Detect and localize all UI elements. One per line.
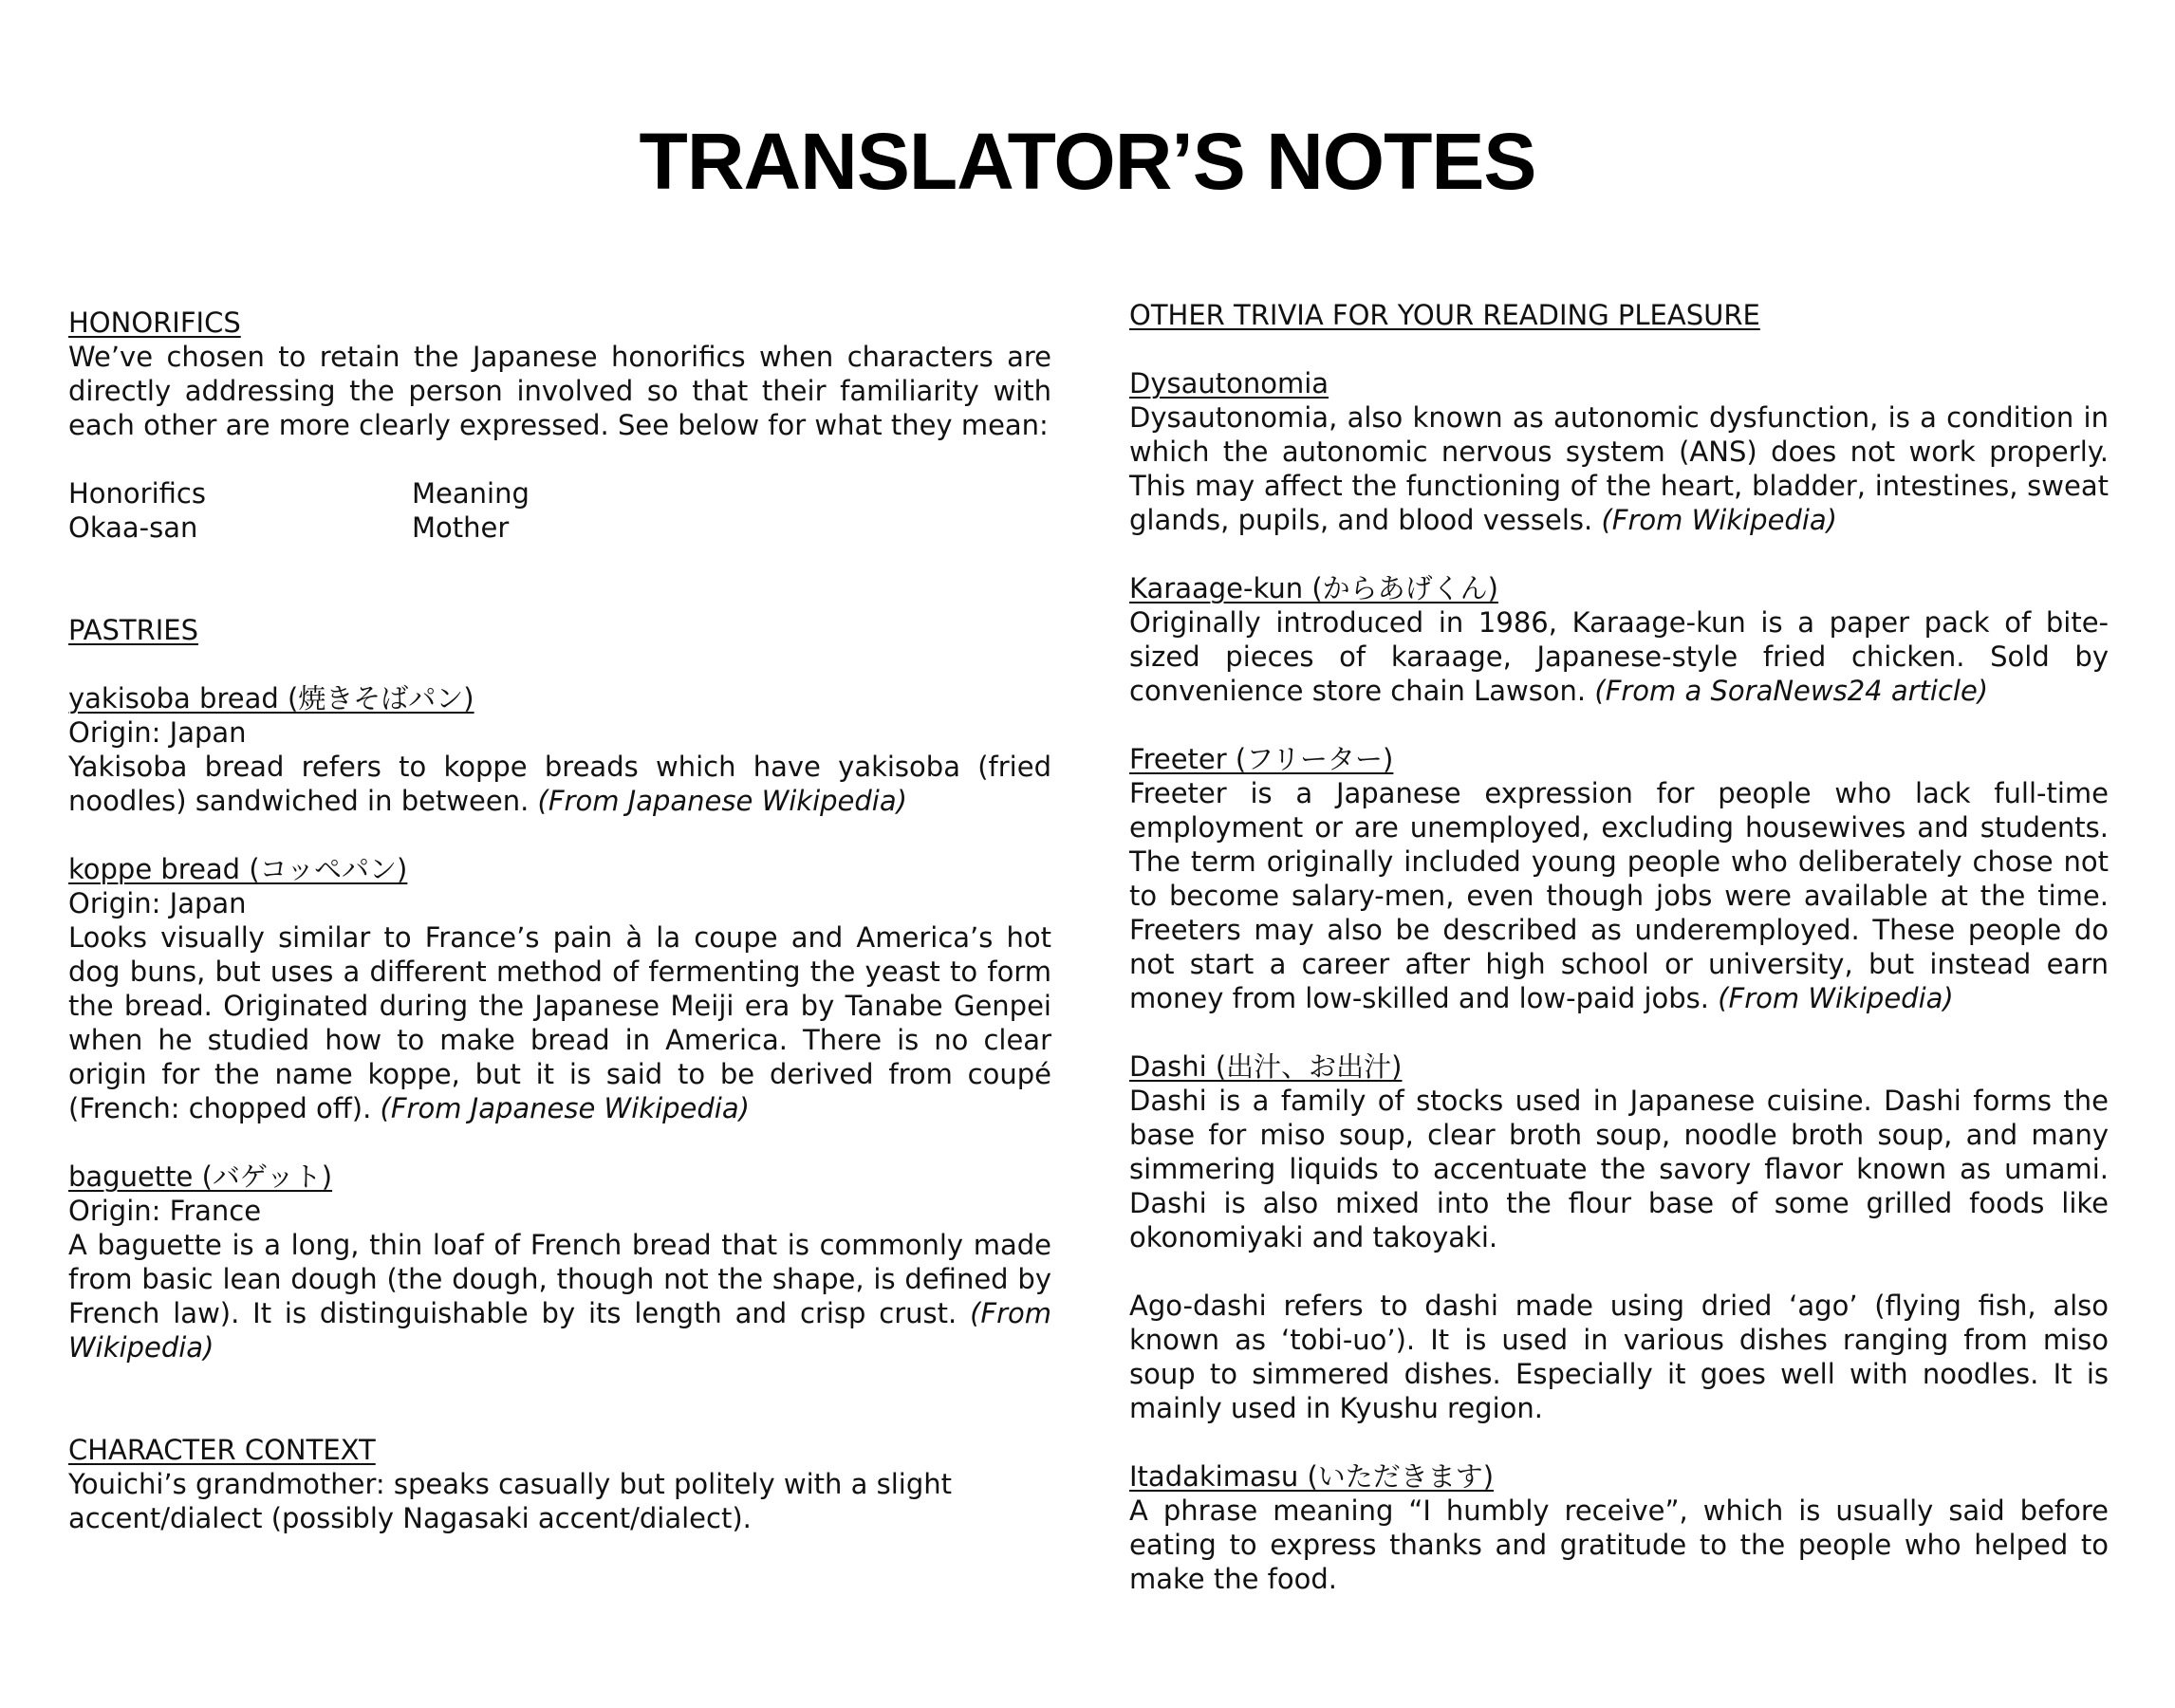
entry-source: (From Wikipedia): [1718, 982, 1954, 1014]
ago-dashi-paragraph: [1129, 1289, 2109, 1425]
entry-baguette: [68, 1160, 1051, 1365]
right-column: [1129, 298, 2109, 1596]
entry-title: Dysautonomia: [1129, 367, 1329, 399]
entry-title: Itadakimasu (いただきます): [1129, 1460, 1495, 1493]
entry-title: koppe bread (コッペパン): [68, 853, 408, 885]
entry-dashi: [1129, 1049, 2109, 1254]
entry-text: Freeter is a Japanese expression for people who lack full-time employment or are unemployed, excluding housewives and students. The term originally included young people who deliberately chose not to become salary-men, even though jobs were available at the time. Freeters may also be described as underemployed. These people do not start a career after high school or university, but instead earn money from low-skilled and low-paid jobs.: [1129, 777, 2109, 1014]
honorific-term: Okaa-san: [68, 511, 198, 544]
entry-title: yakisoba bread (焼きそばパン): [68, 682, 474, 715]
entry-title: Dashi (出汁、お出汁): [1129, 1050, 1403, 1083]
entry-text: Dashi is a family of stocks used in Japanese cuisine. Dashi forms the base for miso soup, clear broth soup, noodle broth soup, and many simmering liquids to accentuate the savory flavor known as umami. Dashi is also mixed into the flour base of some grilled foods like okonomiyaki and takoyaki.: [1129, 1085, 2109, 1253]
entry-source: (From Japanese Wikipedia): [537, 785, 907, 817]
section-heading-character-context: CHARACTER CONTEXT: [68, 1434, 376, 1466]
entry-title: Freeter (フリーター): [1129, 743, 1394, 775]
ago-dashi-term: Ago-dashi: [1129, 1290, 1267, 1322]
left-column: [68, 306, 1051, 1535]
entry-yakisoba-bread: [68, 681, 1051, 818]
honorifics-col-header: Honorifics: [68, 477, 206, 510]
ago-dashi-text: refers to dashi made using dried ‘ago’ (flying fish, also known as ‘tobi-uo’). It is used in various dishes ranging from miso soup to simmered dishes. Especially it goes well with noodles. It is mainly used in Kyushu region.: [1129, 1290, 2109, 1424]
entry-origin: Origin: Japan: [68, 716, 247, 749]
character-context-text: Youichi’s grandmother: speaks casually but politely with a slight accent/dialect (possibly Nagasaki accent/dialect).: [68, 1468, 952, 1534]
meaning-col-header: Meaning: [412, 477, 530, 510]
entry-text: Dysautonomia, also known as autonomic dysfunction, is a condition in which the autonomic nervous system (ANS) does not work properly. This may affect the functioning of the heart, bladder, intestines, sweat glands, pupils, and blood vessels.: [1129, 401, 2109, 536]
entry-origin: Origin: Japan: [68, 887, 247, 919]
entry-origin: Origin: France: [68, 1195, 262, 1227]
section-heading-other-trivia: OTHER TRIVIA FOR YOUR READING PLEASURE: [1129, 299, 1760, 331]
entry-title: baguette (バゲット): [68, 1160, 333, 1193]
honorifics-table: [68, 476, 1051, 545]
page-title: TRANSLATOR’S NOTES: [639, 117, 1536, 206]
entry-text: Originally introduced in 1986, Karaage-kun is a paper pack of bite-sized pieces of karaage, Japanese-style fried chicken. Sold by convenience store chain Lawson.: [1129, 606, 2109, 707]
entry-text: Yakisoba bread refers to koppe breads which have yakisoba (fried noodles) sandwiched in between.: [68, 751, 1051, 817]
honorific-meaning: Mother: [412, 511, 510, 544]
entry-title: Karaage-kun (からあげくん): [1129, 572, 1498, 604]
entry-source: (From Wikipedia): [68, 1297, 1051, 1364]
entry-source: (From a SoraNews24 article): [1594, 675, 1989, 707]
entry-dysautonomia: [1129, 366, 2109, 537]
honorifics-intro: We’ve chosen to retain the Japanese honorifics when characters are directly addressing the person involved so that their familiarity with each other are more clearly expressed. See below for what they mean:: [68, 341, 1051, 441]
entry-text: A phrase meaning “I humbly receive”, which is usually said before eating to express thanks and gratitude to the people who helped to make the food.: [1129, 1494, 2109, 1595]
entry-koppe-bread: [68, 852, 1051, 1125]
section-heading-honorifics: HONORIFICS: [68, 306, 241, 339]
entry-itadakimasu: [1129, 1459, 2109, 1596]
entry-freeter: [1129, 742, 2109, 1015]
section-heading-pastries: PASTRIES: [68, 614, 199, 646]
entry-text: Looks visually similar to France’s pain à la coupe and America’s hot dog buns, but uses a different method of fermenting the yeast to form the bread. Originated during the Japanese Meiji era by Tanabe Genpei when he studied how to make bread in America. There is no clear origin for the name koppe, but it is said to be derived from coupé (French: chopped off).: [68, 921, 1051, 1124]
entry-source: (From Wikipedia): [1601, 504, 1837, 536]
entry-text: A baguette is a long, thin loaf of French bread that is commonly made from basic lean dough (the dough, though not the shape, is defined by French law). It is distinguishable by its length and crisp crust.: [68, 1229, 1051, 1329]
entry-karaage-kun: [1129, 571, 2109, 708]
entry-source: (From Japanese Wikipedia): [380, 1092, 750, 1124]
